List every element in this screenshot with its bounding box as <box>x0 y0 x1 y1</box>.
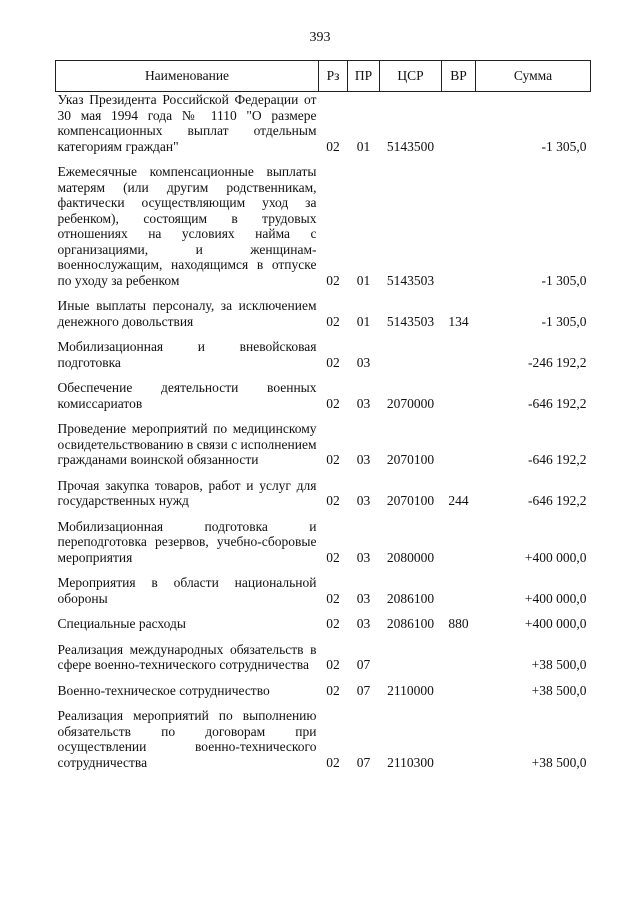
row-sum: +38 500,0 <box>531 682 587 698</box>
row-name: Мобилизационная подготовка и переподготовка резервов, учебно-сборовые мероприятия <box>57 518 317 565</box>
row-sum: +38 500,0 <box>531 754 587 770</box>
row-sum: -246 192,2 <box>528 354 587 370</box>
table-row <box>56 673 591 699</box>
row-name: Прочая закупка товаров, работ и услуг для государственных нужд <box>57 477 317 508</box>
row-rz: 02 <box>326 754 340 770</box>
row-vr <box>442 698 476 770</box>
row-vr <box>442 509 476 566</box>
row-name: Иные выплаты персоналу, за исключением денежного довольствия <box>57 298 317 329</box>
table-row <box>56 329 591 370</box>
row-sum: +38 500,0 <box>531 657 587 672</box>
row-pr: 07 <box>356 657 371 672</box>
row-vr: 244 <box>448 493 469 508</box>
row-rz: 02 <box>326 138 340 154</box>
row-sum: -1 305,0 <box>541 313 587 329</box>
row-name: Мобилизационная и вневойсковая подготовка <box>57 339 317 370</box>
row-vr <box>442 329 476 370</box>
row-name: Реализация международных обязательств в сфере военно-технического сотрудничества <box>57 641 317 672</box>
row-pr: 01 <box>356 313 371 329</box>
table-row <box>56 370 591 411</box>
row-pr: 03 <box>356 590 371 606</box>
row-csr: 2110300 <box>387 754 434 770</box>
header-pr: ПР <box>348 61 380 92</box>
table-row <box>56 632 591 673</box>
table-row <box>56 411 591 468</box>
row-pr: 01 <box>356 138 371 154</box>
table-row <box>56 698 591 770</box>
row-name: Реализация мероприятий по выполнению обязательств по договорам при осуществлении военно-технического сотрудничества <box>57 708 317 770</box>
row-csr: 2070000 <box>386 395 435 411</box>
row-pr: 07 <box>356 754 371 770</box>
table-row <box>56 288 591 329</box>
row-vr <box>442 673 476 699</box>
row-rz: 02 <box>326 682 340 698</box>
row-rz: 02 <box>326 395 340 411</box>
header-sum: Сумма <box>476 61 591 92</box>
row-vr <box>442 565 476 606</box>
row-pr: 03 <box>356 354 371 370</box>
row-csr: 2070100 <box>386 493 435 508</box>
row-name: Проведение мероприятий по медицинскому освидетельствованию в связи с исполнением гражданами воинской обязанности <box>57 421 317 467</box>
row-vr <box>442 370 476 411</box>
row-pr: 07 <box>356 682 371 698</box>
row-rz: 02 <box>326 549 340 565</box>
row-rz: 02 <box>326 354 340 370</box>
row-rz: 02 <box>326 272 340 288</box>
row-rz: 02 <box>326 590 340 606</box>
table-row <box>56 509 591 566</box>
row-pr: 03 <box>356 395 371 411</box>
row-csr: 2070100 <box>386 452 435 467</box>
row-vr: 880 <box>448 616 469 631</box>
table-row <box>56 565 591 606</box>
header-rz: Рз <box>319 61 348 92</box>
page-number: 393 <box>309 30 331 45</box>
row-csr <box>380 329 442 370</box>
row-rz: 02 <box>326 493 340 508</box>
row-name: Обеспечение деятельности военных комиссариатов <box>57 380 317 411</box>
row-pr: 01 <box>356 272 371 288</box>
row-pr: 03 <box>356 452 371 467</box>
row-csr: 5143500 <box>386 138 435 154</box>
row-csr: 5143503 <box>386 313 435 329</box>
row-csr: 2110000 <box>387 682 434 698</box>
row-csr: 2080000 <box>386 549 435 565</box>
table-row <box>56 606 591 632</box>
row-sum: -1 305,0 <box>541 138 587 154</box>
row-name: Военно-техническое сотрудничество <box>57 682 270 698</box>
row-sum: +400 000,0 <box>524 549 587 565</box>
row-pr: 03 <box>356 549 371 565</box>
header-csr: ЦСР <box>380 61 442 92</box>
header-vr: ВР <box>442 61 476 92</box>
row-vr <box>442 154 476 288</box>
header-name: Наименование <box>56 61 319 92</box>
row-rz: 02 <box>326 657 340 672</box>
row-name: Указ Президента Российской Федерации от 30 мая 1994 года № 1110 "О размере компенсационных выплат отдельным категориям граждан" <box>57 92 317 154</box>
table-row <box>56 468 591 509</box>
row-sum: -646 192,2 <box>528 395 587 411</box>
row-csr: 5143503 <box>386 272 435 288</box>
row-vr: 134 <box>448 313 469 329</box>
budget-table <box>55 60 591 770</box>
row-csr: 2086100 <box>386 616 435 631</box>
row-rz: 02 <box>326 313 340 329</box>
row-name: Специальные расходы <box>57 616 186 631</box>
row-vr <box>442 92 476 155</box>
row-rz: 02 <box>326 616 340 631</box>
row-csr: 2086100 <box>386 590 435 606</box>
row-rz: 02 <box>326 452 340 467</box>
row-sum: +400 000,0 <box>524 616 587 631</box>
row-pr: 03 <box>356 616 371 631</box>
row-vr <box>442 632 476 673</box>
row-sum: -646 192,2 <box>528 452 587 467</box>
row-sum: +400 000,0 <box>524 590 587 606</box>
row-sum: -646 192,2 <box>528 493 587 508</box>
table-row <box>56 154 591 288</box>
row-vr <box>442 411 476 468</box>
table-row <box>56 92 591 155</box>
table-header-row <box>56 61 591 92</box>
row-sum: -1 305,0 <box>541 272 587 288</box>
row-pr: 03 <box>356 493 371 508</box>
row-name: Мероприятия в области национальной обороны <box>57 575 317 606</box>
row-name: Ежемесячные компенсационные выплаты матерям (или другим родственникам, фактически осуществляющим уход за ребенком), состоящим в трудовых отношениях на условиях найма с организациями, и женщинам-военнослужащим, находящимся в отпуске по уходу за ребенком <box>57 164 317 288</box>
row-csr <box>380 632 442 673</box>
